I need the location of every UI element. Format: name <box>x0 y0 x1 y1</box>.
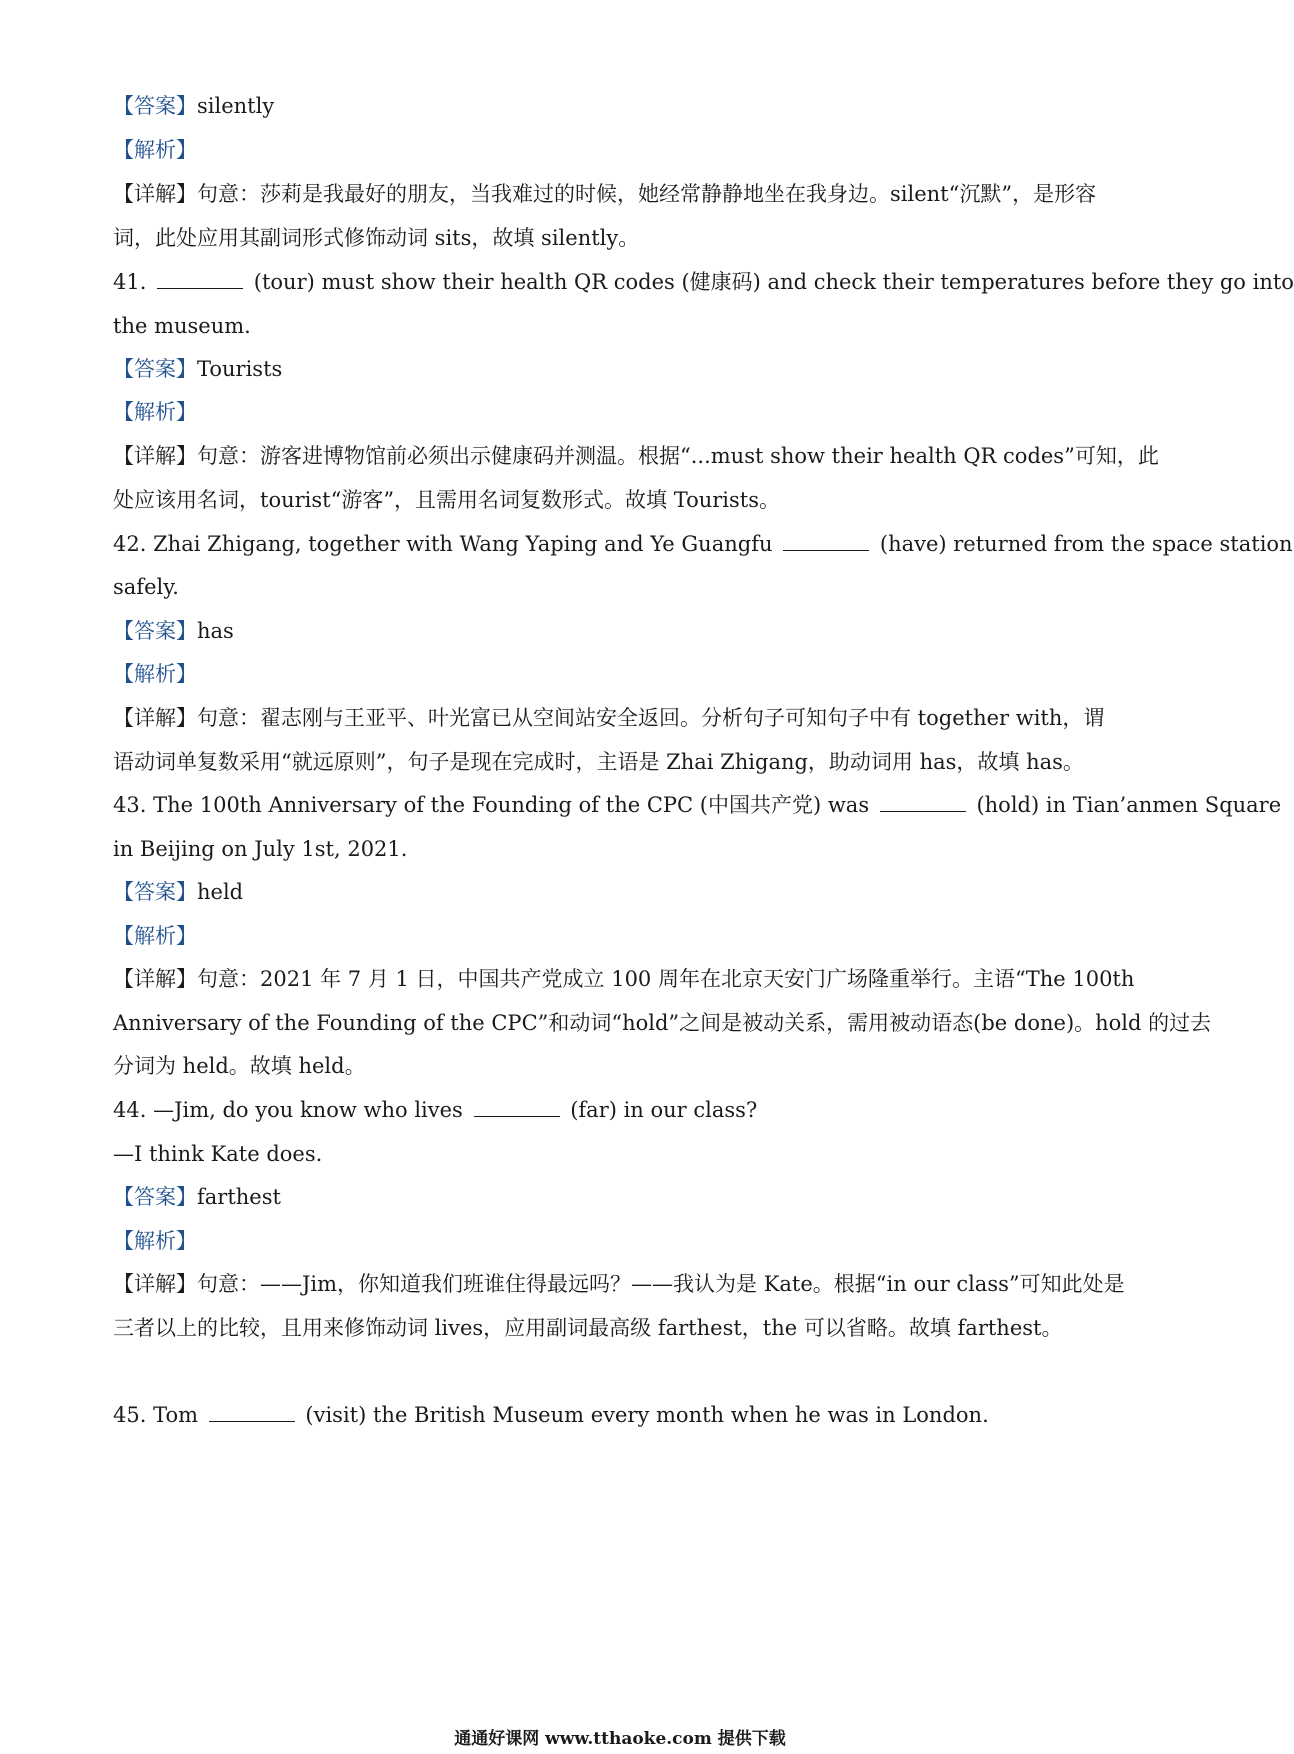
detail-text: 句意：——Jim，你知道我们班谁住得最远吗？——我认为是 Kate。根据“in our class”可知此处是 <box>197 1272 1125 1296</box>
question-text: —I think Kate does. <box>113 1142 323 1166</box>
analysis-tag: 【解析】 <box>113 1229 197 1253</box>
analysis-line <box>113 922 1133 950</box>
analysis-line <box>113 660 1133 688</box>
detail-line <box>113 748 1133 776</box>
detail-text: 分词为 held。故填 held。 <box>113 1054 366 1078</box>
analysis-tag: 【解析】 <box>113 400 197 424</box>
answer-line <box>113 92 1133 120</box>
detail-text: 句意：游客进博物馆前必须出示健康码并测温。根据“...must show their health QR codes”可知，此 <box>197 444 1159 468</box>
answer-line <box>113 1183 1133 1211</box>
detail-text: 句意：翟志刚与王亚平、叶光富已从空间站安全返回。分析句子可知句子中有 together with，谓 <box>197 706 1105 730</box>
question-continuation <box>113 1140 1133 1168</box>
answer-blank <box>209 1403 295 1422</box>
answer-blank <box>783 532 869 551</box>
answer-blank <box>880 793 966 812</box>
answer-text: Tourists <box>197 357 283 381</box>
question-text: —Jim, do you know who lives <box>153 1098 463 1122</box>
question-number: 42. <box>113 532 147 556</box>
detail-text: Anniversary of the Founding of the CPC”和动词“hold”之间是被动关系，需用被动语态(be done)。hold 的过去 <box>113 1011 1212 1035</box>
answer-tag: 【答案】 <box>113 357 197 381</box>
question-text: Zhai Zhigang, together with Wang Yaping and Ye Guangfu <box>153 532 773 556</box>
question-text: (hold) in Tian’anmen Square <box>976 793 1282 817</box>
question-text: (have) returned from the space station <box>879 532 1293 556</box>
detail-text: 三者以上的比较，且用来修饰动词 lives，应用副词最高级 farthest，the 可以省略。故填 farthest。 <box>113 1316 1063 1340</box>
question-text: (far) in our class? <box>570 1098 758 1122</box>
question-text: the museum. <box>113 314 251 338</box>
answer-text: held <box>197 880 244 904</box>
question-number: 44. <box>113 1098 147 1122</box>
question-text: in Beijing on July 1st, 2021. <box>113 837 408 861</box>
analysis-line <box>113 136 1133 164</box>
detail-line <box>113 1270 1133 1298</box>
detail-tag: 【详解】 <box>113 1272 197 1296</box>
detail-line <box>113 224 1133 252</box>
answer-text: silently <box>197 94 275 118</box>
detail-line <box>113 1314 1133 1342</box>
answer-line <box>113 355 1133 383</box>
analysis-line <box>113 1227 1133 1255</box>
analysis-tag: 【解析】 <box>113 138 197 162</box>
question-45 <box>113 1401 1133 1429</box>
question-continuation <box>113 312 1133 340</box>
page-footer: 通通好课网 www.tthaoke.com 提供下载 <box>454 1729 786 1749</box>
question-number: 43. <box>113 793 147 817</box>
analysis-tag: 【解析】 <box>113 662 197 686</box>
answer-tag: 【答案】 <box>113 619 197 643</box>
detail-line <box>113 486 1133 514</box>
question-continuation <box>113 835 1133 863</box>
analysis-line <box>113 398 1133 426</box>
answer-tag: 【答案】 <box>113 1185 197 1209</box>
detail-line <box>113 1052 1133 1080</box>
detail-line <box>113 442 1159 470</box>
question-text: safely. <box>113 575 179 599</box>
question-text: Tom <box>153 1403 199 1427</box>
question-43 <box>113 791 1282 819</box>
question-continuation <box>113 573 1133 601</box>
detail-line <box>113 1009 1212 1037</box>
detail-line <box>113 180 1133 208</box>
analysis-tag: 【解析】 <box>113 924 197 948</box>
question-42 <box>113 530 1293 558</box>
answer-blank <box>157 270 243 289</box>
detail-line <box>113 965 1133 993</box>
question-number: 45. <box>113 1403 147 1427</box>
detail-tag: 【详解】 <box>113 182 197 206</box>
detail-tag: 【详解】 <box>113 444 197 468</box>
detail-text: 句意：莎莉是我最好的朋友，当我难过的时候，她经常静静地坐在我身边。silent“沉默”，是形容 <box>197 182 1097 206</box>
answer-line <box>113 878 1133 906</box>
question-41 <box>113 268 1294 296</box>
detail-tag: 【详解】 <box>113 967 197 991</box>
detail-text: 句意：2021 年 7 月 1 日，中国共产党成立 100 周年在北京天安门广场隆重举行。主语“The 100th <box>197 967 1135 991</box>
question-44 <box>113 1096 1133 1124</box>
answer-blank <box>474 1098 560 1117</box>
answer-tag: 【答案】 <box>113 94 197 118</box>
answer-line <box>113 617 1133 645</box>
question-text: (visit) the British Museum every month when he was in London. <box>305 1403 989 1427</box>
question-number: 41. <box>113 270 147 294</box>
detail-text: 处应该用名词，tourist“游客”，且需用名词复数形式。故填 Tourists。 <box>113 488 781 512</box>
answer-tag: 【答案】 <box>113 880 197 904</box>
answer-text: farthest <box>197 1185 281 1209</box>
detail-text: 语动词单复数采用“就远原则”，句子是现在完成时，主语是 Zhai Zhigang，助动词用 has，故填 has。 <box>113 750 1084 774</box>
detail-line <box>113 704 1133 732</box>
question-text: (tour) must show their health QR codes (健康码) and check their temperatures before they go into <box>253 270 1294 294</box>
question-text: The 100th Anniversary of the Founding of the CPC (中国共产党) was <box>153 793 870 817</box>
detail-tag: 【详解】 <box>113 706 197 730</box>
detail-text: 词，此处应用其副词形式修饰动词 sits，故填 silently。 <box>113 226 640 250</box>
answer-text: has <box>197 619 234 643</box>
